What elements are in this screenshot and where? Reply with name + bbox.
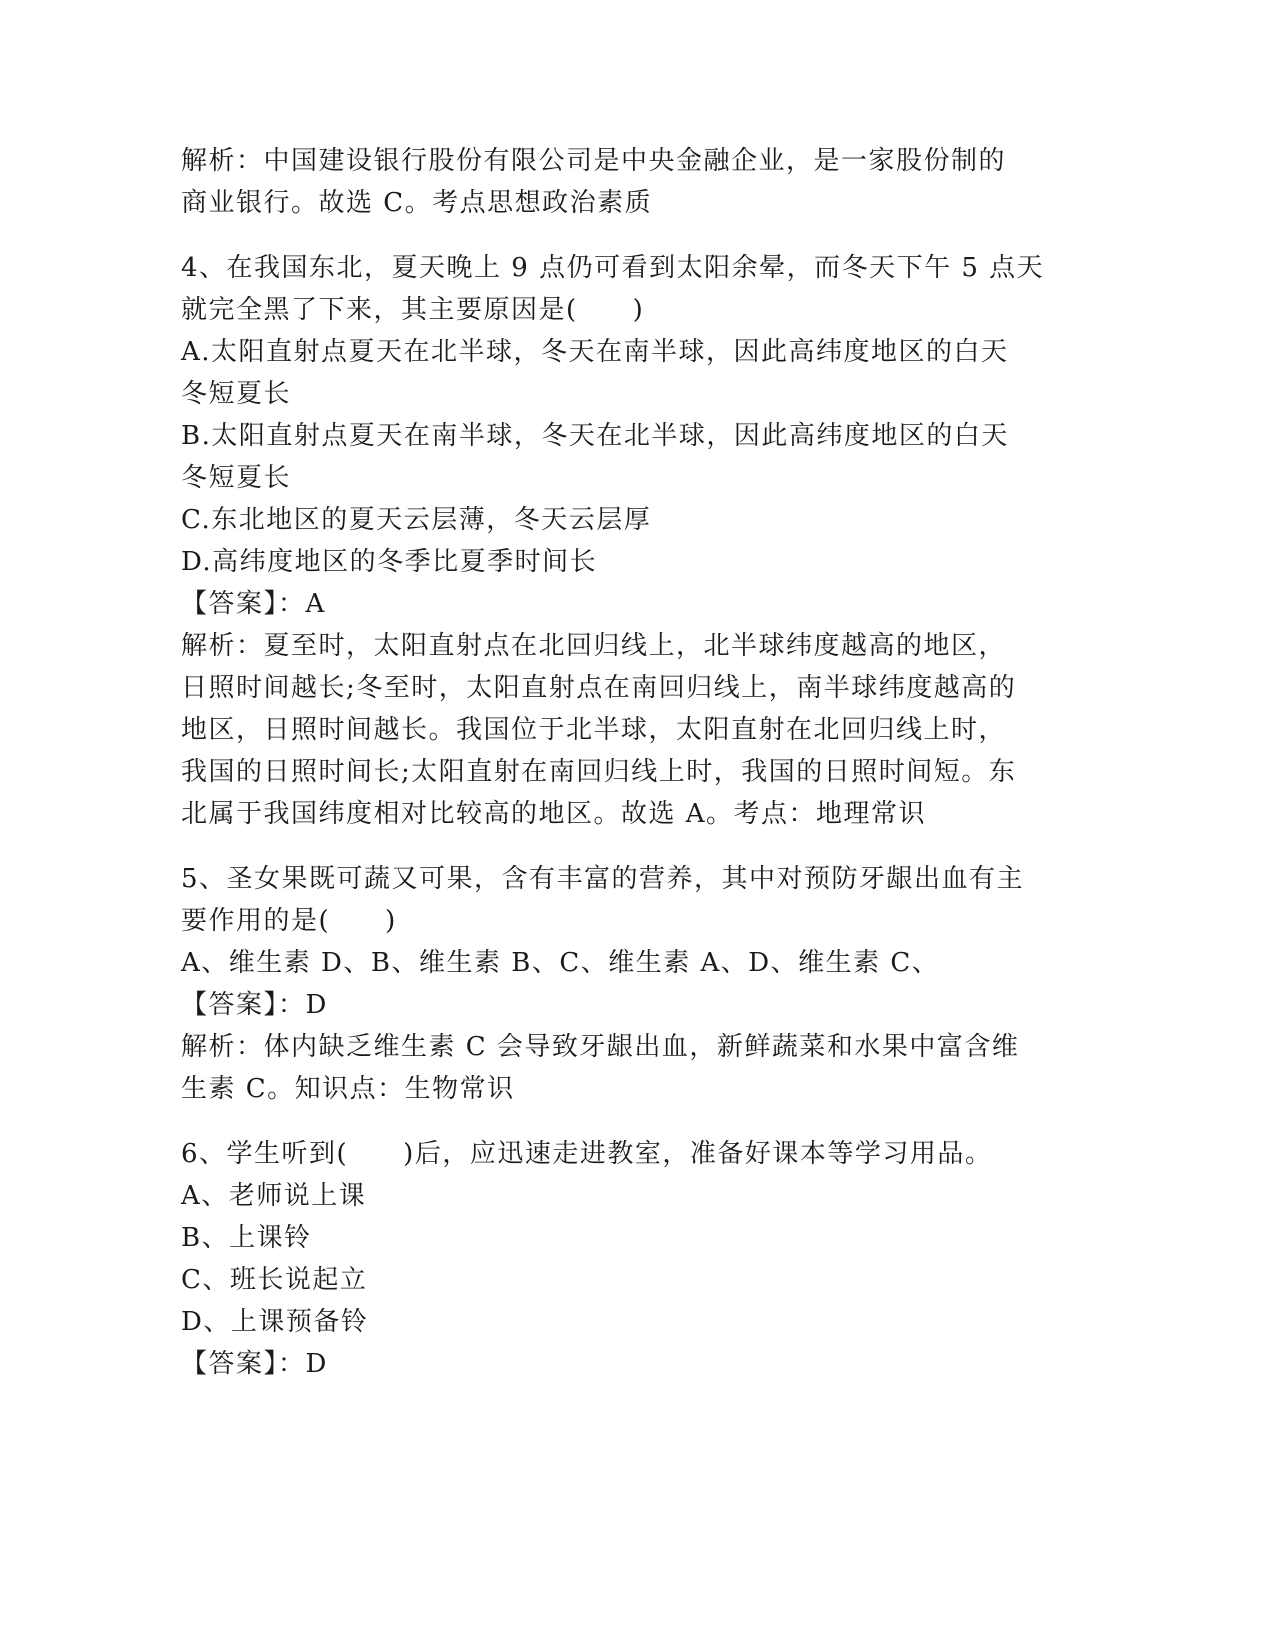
document-page bbox=[181, 140, 1061, 1385]
option-a-cont: 冬短夏长 bbox=[181, 379, 292, 409]
explanation-line: 生素 C。知识点：生物常识 bbox=[181, 1074, 515, 1104]
option-c: C、班长说起立 bbox=[181, 1265, 368, 1295]
explanation-line: 北属于我国纬度相对比较高的地区。故选 A。考点：地理常识 bbox=[181, 799, 927, 829]
explanation-line: 解析：夏至时，太阳直射点在北回归线上，北半球纬度越高的地区， bbox=[181, 631, 1007, 661]
explanation-line: 商业银行。故选 C。考点思想政治素质 bbox=[181, 188, 653, 218]
answer: 【答案】：A bbox=[181, 589, 326, 619]
explanation-line: 地区，日照时间越长。我国位于北半球，太阳直射在北回归线上时， bbox=[181, 715, 1007, 745]
question-stem: 5、圣女果既可蔬又可果，含有丰富的营养，其中对预防牙龈出血有主 bbox=[181, 864, 1025, 894]
explanation-line: 解析：中国建设银行股份有限公司是中央金融企业，是一家股份制的 bbox=[181, 146, 1007, 176]
explanation-line: 解析：体内缺乏维生素 C 会导致牙龈出血，新鲜蔬菜和水果中富含维 bbox=[181, 1032, 1020, 1062]
option-d: D、上课预备铃 bbox=[181, 1307, 369, 1337]
option-a: A、老师说上课 bbox=[181, 1181, 367, 1211]
option-a: A.太阳直射点夏天在北半球，冬天在南半球，因此高纬度地区的白天 bbox=[181, 337, 1009, 367]
answer: 【答案】：D bbox=[181, 990, 328, 1020]
explanation-line: 我国的日照时间长;太阳直射在南回归线上时，我国的日照时间短。东 bbox=[181, 757, 1017, 787]
question-6 bbox=[181, 1133, 1061, 1385]
question-stem: 4、在我国东北，夏天晚上 9 点仍可看到太阳余晕，而冬天下午 5 点天 bbox=[181, 253, 1045, 283]
option-b: B.太阳直射点夏天在南半球，冬天在北半球，因此高纬度地区的白天 bbox=[181, 421, 1009, 451]
option-c: C.东北地区的夏天云层薄，冬天云层厚 bbox=[181, 505, 652, 535]
option-b: B、上课铃 bbox=[181, 1223, 312, 1253]
answer: 【答案】：D bbox=[181, 1349, 328, 1379]
prev-explanation bbox=[181, 140, 1061, 224]
option-d: D.高纬度地区的冬季比夏季时间长 bbox=[181, 547, 598, 577]
question-stem: 6、学生听到( )后，应迅速走进教室，准备好课本等学习用品。 bbox=[181, 1139, 993, 1169]
question-4 bbox=[181, 247, 1061, 835]
option-b-cont: 冬短夏长 bbox=[181, 463, 292, 493]
question-stem: 要作用的是( ) bbox=[181, 906, 397, 936]
options-line: A、维生素 D、B、维生素 B、C、维生素 A、D、维生素 C、 bbox=[181, 948, 940, 978]
question-stem: 就完全黑了下来，其主要原因是( ) bbox=[181, 295, 645, 325]
explanation-line: 日照时间越长;冬至时，太阳直射点在南回归线上，南半球纬度越高的 bbox=[181, 673, 1017, 703]
question-5 bbox=[181, 858, 1061, 1110]
